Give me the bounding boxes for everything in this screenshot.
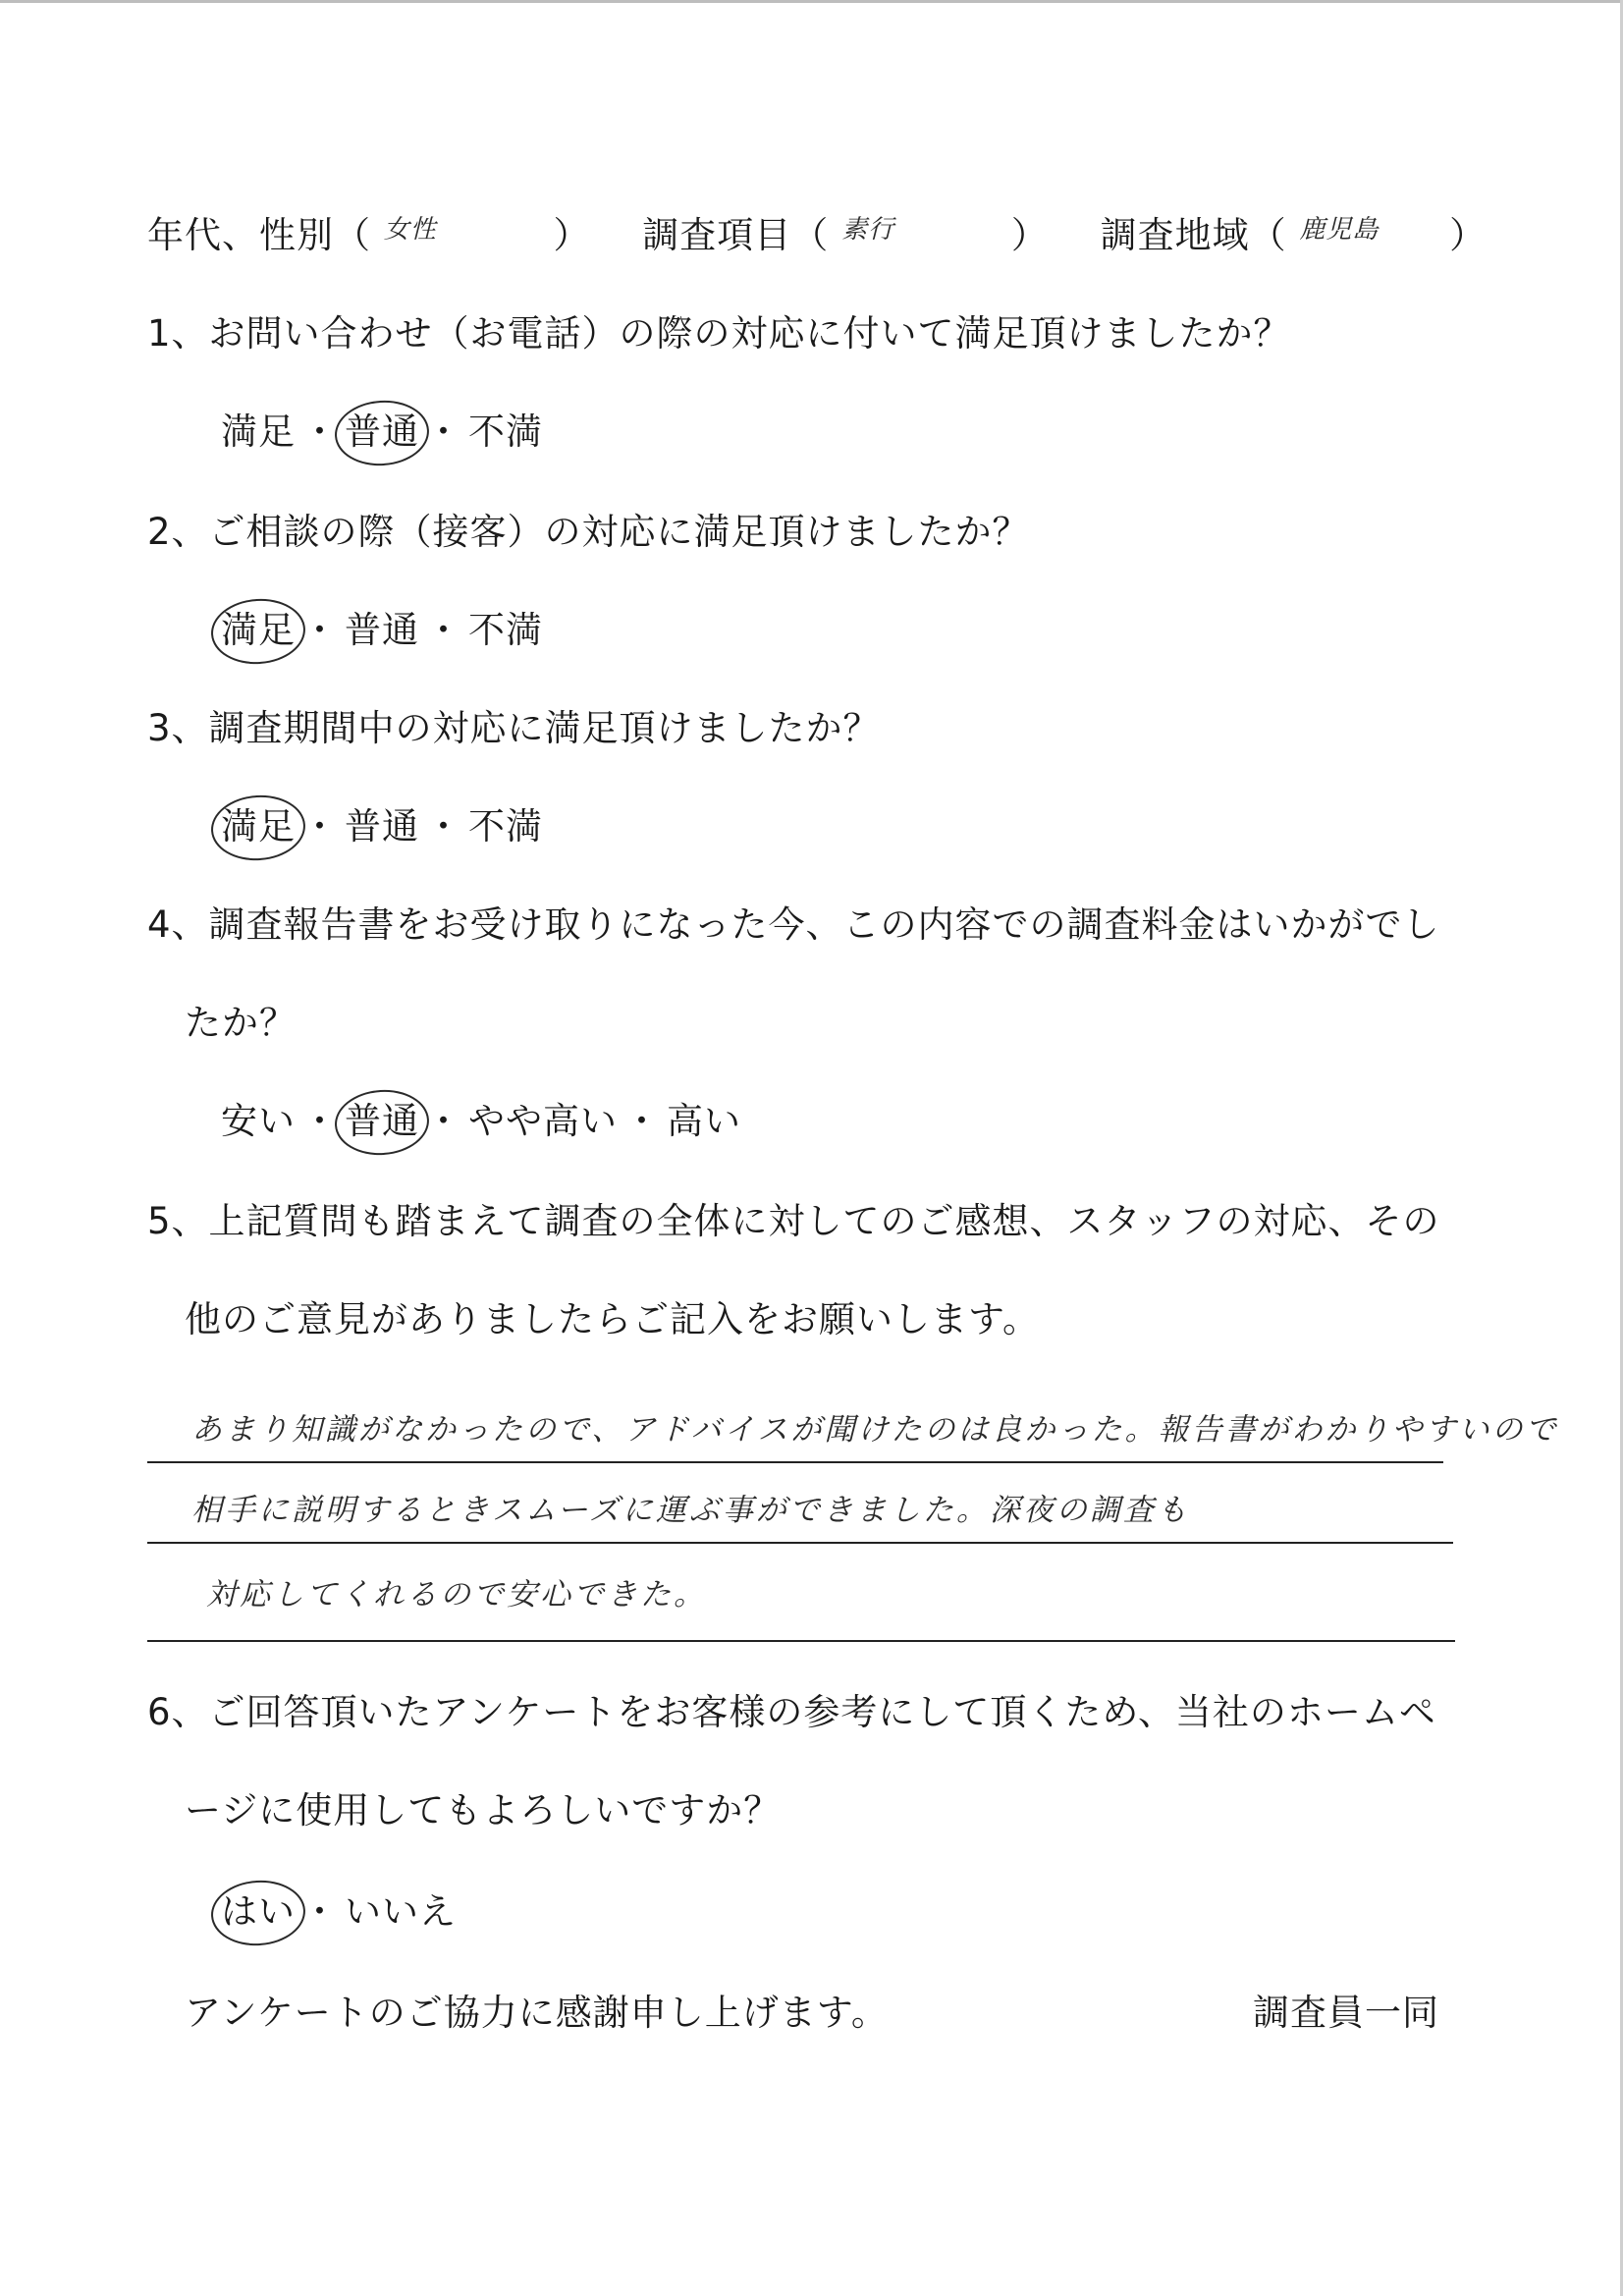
answer-line-3: 対応してくれるので安心できた。 [206, 1577, 707, 1613]
q1-option-dissatisfied[interactable]: 不満 [468, 410, 543, 453]
age-gender-close: ） [553, 214, 591, 256]
question-3: 3、調査期間中の対応に満足頂けましたか？ [147, 707, 881, 749]
separator: ・ [425, 805, 462, 847]
separator: ・ [301, 410, 339, 453]
question-5-line2: 他のご意見がありましたらご記入をお願いします。 [185, 1298, 1041, 1340]
question-1: 1、お問い合わせ（お電話）の際の対応に付いて満足頂けましたか？ [147, 312, 1291, 355]
age-gender-value: 女性 [383, 215, 437, 245]
q1-options [221, 410, 543, 454]
q6-option-yes-circled[interactable]: はい [221, 1890, 296, 1933]
separator: ・ [425, 1100, 462, 1142]
separator: ・ [301, 1100, 339, 1142]
answer-rule-1 [147, 1461, 1443, 1463]
q4-option-normal-circled[interactable]: 普通 [345, 1100, 419, 1142]
question-2: 2、ご相談の際（接客）の対応に満足頂けましたか？ [147, 511, 1030, 553]
q6-options [221, 1890, 457, 1934]
q6-option-no[interactable]: いいえ [345, 1890, 457, 1933]
q3-option-normal[interactable]: 普通 [345, 805, 419, 847]
q4-options [221, 1100, 741, 1143]
header-row [147, 214, 1487, 257]
region-value: 鹿児島 [1299, 215, 1380, 245]
item-label: 調査項目（ [642, 214, 830, 256]
q3-option-dissatisfied[interactable]: 不満 [468, 805, 543, 847]
separator: ・ [301, 805, 339, 847]
question-6-line2: ージに使用してもよろしいですか？ [185, 1789, 782, 1831]
question-4-line1: 4、調査報告書をお受け取りになった今、この内容での調査料金はいかがでし [147, 903, 1440, 946]
region-label: 調査地域（ [1100, 214, 1287, 256]
q2-option-satisfied-circled[interactable]: 満足 [221, 609, 296, 651]
item-close: ） [1010, 214, 1049, 256]
answer-line-1: あまり知識がなかったので、アドバイスが聞けたのは良かった。報告書がわかりやすいので [191, 1412, 1559, 1448]
age-gender-label: 年代、性別（ [147, 214, 371, 256]
q4-option-expensive[interactable]: 高い [667, 1100, 741, 1142]
q4-option-cheap[interactable]: 安い [221, 1100, 296, 1142]
separator: ・ [301, 1890, 339, 1933]
answer-line-2: 相手に説明するときスムーズに運ぶ事ができました。深夜の調査も [191, 1493, 1190, 1528]
q1-option-normal-circled[interactable]: 普通 [345, 410, 419, 453]
separator: ・ [425, 410, 462, 453]
question-6-line1: 6、ご回答頂いたアンケートをお客様の参考にして頂くため、当社のホームペ [147, 1691, 1436, 1733]
q2-option-dissatisfied[interactable]: 不満 [468, 609, 543, 651]
footer-signature: 調査員一同 [1253, 1992, 1439, 2034]
question-4-line2: たか？ [185, 1002, 297, 1044]
separator: ・ [425, 609, 462, 651]
scan-edge-top [0, 0, 1623, 3]
answer-rule-3 [147, 1640, 1455, 1642]
q2-options [221, 609, 543, 652]
separator: ・ [301, 609, 339, 651]
region-close: ） [1449, 214, 1488, 256]
item-value: 素行 [841, 215, 895, 245]
q2-option-normal[interactable]: 普通 [345, 609, 419, 651]
question-5-line1: 5、上記質問も踏まえて調査の全体に対してのご感想、スタッフの対応、その [147, 1200, 1440, 1242]
q1-option-satisfied[interactable]: 満足 [221, 410, 296, 453]
q3-options [221, 805, 543, 848]
separator: ・ [623, 1100, 661, 1142]
answer-rule-2 [147, 1542, 1453, 1544]
q4-option-somewhat-expensive[interactable]: やや高い [468, 1100, 618, 1142]
footer-thanks: アンケートのご協力に感謝申し上げます。 [185, 1992, 889, 2034]
q3-option-satisfied-circled[interactable]: 満足 [221, 805, 296, 847]
